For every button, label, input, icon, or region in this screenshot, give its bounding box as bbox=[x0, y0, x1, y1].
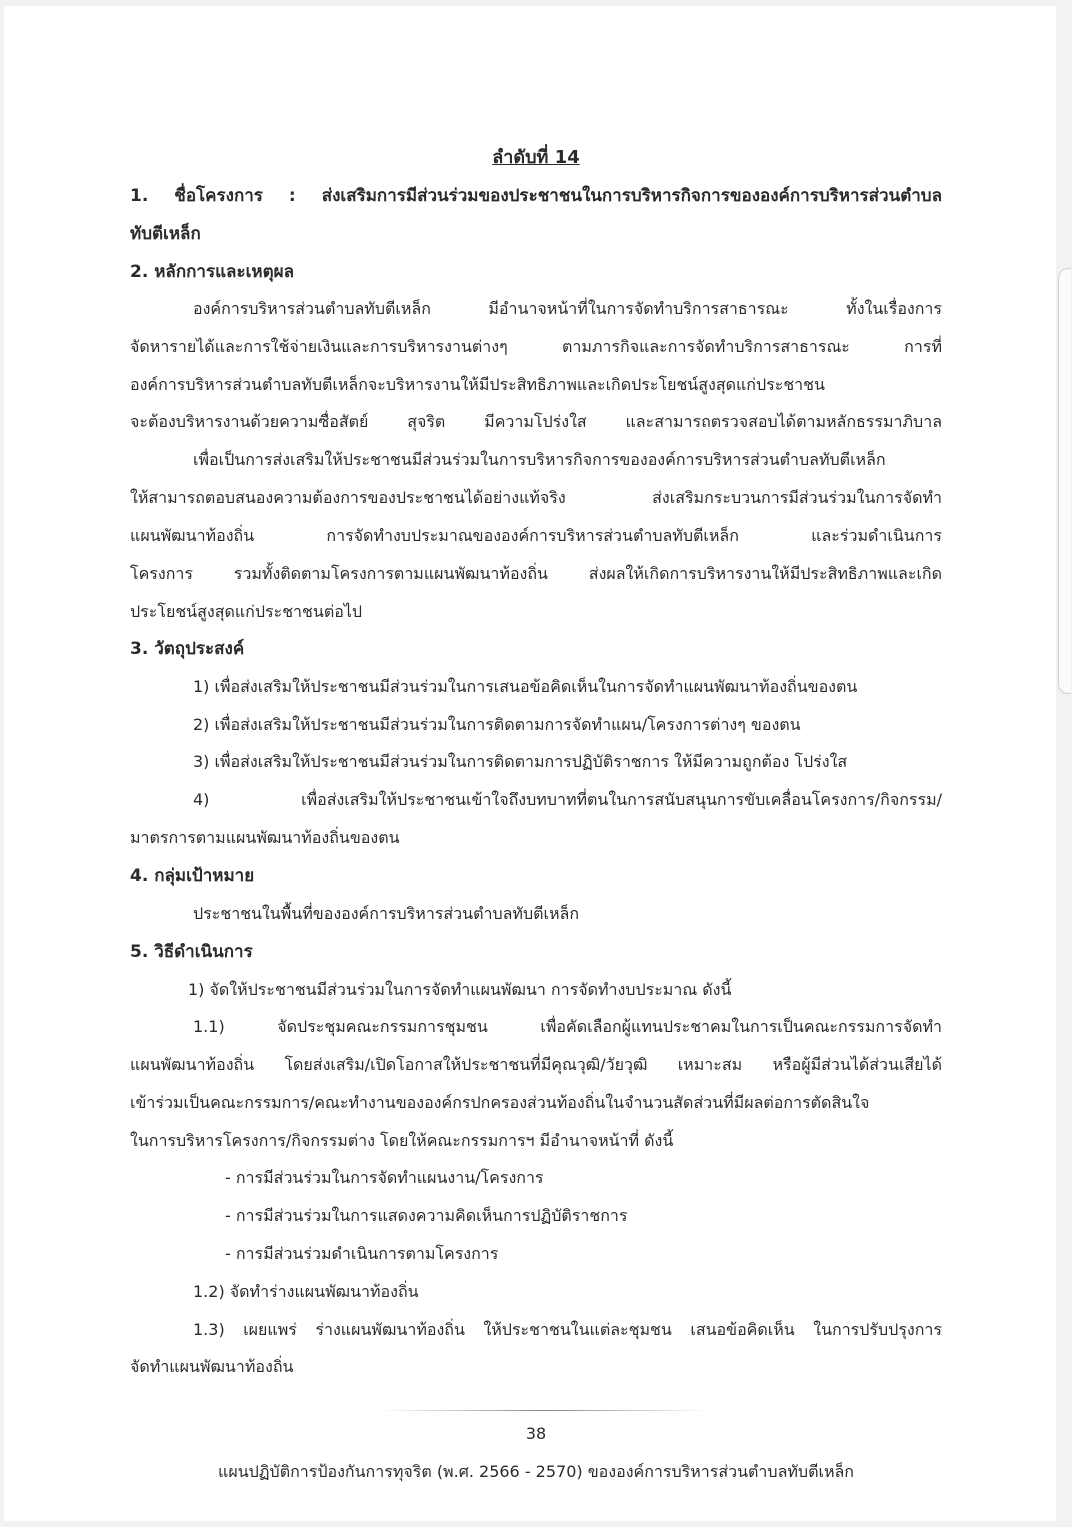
objective-item-continued: มาตรการตามแผนพัฒนาท้องถิ่นของตน bbox=[130, 828, 400, 847]
paragraph-line: จัดหารายได้และการใช้จ่ายเงินและการบริหารงานต่างๆ ตามภารกิจและการจัดทำบริการสาธารณะ การที่ bbox=[130, 337, 942, 356]
bullet-item: - การมีส่วนร่วมดำเนินการตามโครงการ bbox=[225, 1244, 499, 1263]
scrollbar[interactable] bbox=[1058, 268, 1071, 694]
footer-divider bbox=[380, 1410, 710, 1411]
section4-heading: 4. กลุ่มเป้าหมาย bbox=[130, 866, 255, 886]
order-title: ลำดับที่ 14 bbox=[492, 147, 580, 168]
paragraph-line: องค์การบริหารส่วนตำบลทับตีเหล็ก มีอำนาจหน้าที่ในการจัดทำบริการสาธารณะ ทั้งในเรื่องการ bbox=[193, 299, 942, 318]
method-item: 1.3) เผยแพร่ ร่างแผนพัฒนาท้องถิ่น ให้ประชาชนในแต่ละชุมชน เสนอข้อคิดเห็น ในการปรับปรุงการ bbox=[193, 1320, 942, 1339]
section3-heading: 3. วัตถุประสงค์ bbox=[130, 639, 245, 659]
paragraph-line: ประโยชน์สูงสุดแก่ประชาชนต่อไป bbox=[130, 602, 363, 621]
project-name-line-1: 1. ชื่อโครงการ : ส่งเสริมการมีส่วนร่วมของประชาชนในการบริหารกิจการขององค์การบริหารส่วนตำบล bbox=[130, 186, 942, 206]
method-item-continued: แผนพัฒนาท้องถิ่น โดยส่งเสริม/เปิดโอกาสให้ประชาชนที่มีคุณวุฒิ/วัยวุฒิ เหมาะสม หรือผู้มีส่วนได้ส่วนเสียได้ bbox=[130, 1055, 942, 1074]
objective-item: 2) เพื่อส่งเสริมให้ประชาชนมีส่วนร่วมในการติดตามการจัดทำแผน/โครงการต่างๆ ของตน bbox=[193, 715, 801, 734]
method-item-continued: ในการบริหารโครงการ/กิจกรรมต่าง โดยให้คณะกรรมการฯ มีอำนาจหน้าที่ ดังนี้ bbox=[130, 1131, 674, 1150]
section5-heading: 5. วิธีดำเนินการ bbox=[130, 942, 253, 962]
objective-item: 4) เพื่อส่งเสริมให้ประชาชนเข้าใจถึงบทบาทที่ตนในการสนับสนุนการขับเคลื่อนโครงการ/กิจกรรม/ bbox=[193, 790, 942, 809]
objective-item: 3) เพื่อส่งเสริมให้ประชาชนมีส่วนร่วมในการติดตามการปฏิบัติราชการ ให้มีความถูกต้อง โปร่งใส bbox=[193, 752, 848, 771]
objective-item: 1) เพื่อส่งเสริมให้ประชาชนมีส่วนร่วมในการเสนอข้อคิดเห็นในการจัดทำแผนพัฒนาท้องถิ่นของตน bbox=[193, 677, 858, 696]
paragraph-line: จะต้องบริหารงานด้วยความซื่อสัตย์ สุจริต มีความโปร่งใส และสามารถตรวจสอบได้ตามหลักธรรมาภิบาล bbox=[130, 412, 942, 431]
project-name-line-2: ทับตีเหล็ก bbox=[130, 224, 201, 244]
method-item-continued: เข้าร่วมเป็นคณะกรรมการ/คณะทำงานขององค์กรปกครองส่วนท้องถิ่นในจำนวนสัดส่วนที่มีผลต่อการตัดสินใจ bbox=[130, 1093, 870, 1112]
footer-plan-title: แผนปฏิบัติการป้องกันการทุจริต (พ.ศ. 2566 - 2570) ขององค์การบริหารส่วนตำบลทับตีเหล็ก bbox=[218, 1462, 854, 1481]
bullet-item: - การมีส่วนร่วมในการจัดทำแผนงาน/โครงการ bbox=[225, 1168, 544, 1187]
method-item: 1.1) จัดประชุมคณะกรรมการชุมชน เพื่อคัดเลือกผู้แทนประชาคมในการเป็นคณะกรรมการจัดทำ bbox=[193, 1017, 942, 1036]
paragraph-line: ให้สามารถตอบสนองความต้องการของประชาชนได้อย่างแท้จริง ส่งเสริมกระบวนการมีส่วนร่วมในการจัดทำ bbox=[130, 488, 942, 507]
paragraph-line: องค์การบริหารส่วนตำบลทับตีเหล็กจะบริหารงานให้มีประสิทธิภาพและเกิดประโยชน์สูงสุดแก่ประชาชน bbox=[130, 375, 825, 394]
paragraph-line: โครงการ รวมทั้งติดตามโครงการตามแผนพัฒนาท้องถิ่น ส่งผลให้เกิดการบริหารงานให้มีประสิทธิภาพและเกิด bbox=[130, 564, 942, 583]
method-item-continued: จัดทำแผนพัฒนาท้องถิ่น bbox=[130, 1357, 294, 1376]
method-item: 1) จัดให้ประชาชนมีส่วนร่วมในการจัดทำแผนพัฒนา การจัดทำงบประมาณ ดังนี้ bbox=[188, 980, 732, 999]
section2-heading: 2. หลักการและเหตุผล bbox=[130, 262, 295, 282]
page-number: 38 bbox=[525, 1424, 547, 1443]
target-group-text: ประชาชนในพื้นที่ขององค์การบริหารส่วนตำบลทับตีเหล็ก bbox=[193, 904, 580, 923]
method-item: 1.2) จัดทำร่างแผนพัฒนาท้องถิ่น bbox=[193, 1282, 419, 1301]
paragraph-line: เพื่อเป็นการส่งเสริมให้ประชาชนมีส่วนร่วมในการบริหารกิจการขององค์การบริหารส่วนตำบลทับตีเหล็ก bbox=[193, 450, 886, 469]
paragraph-line: แผนพัฒนาท้องถิ่น การจัดทำงบประมาณขององค์การบริหารส่วนตำบลทับตีเหล็ก และร่วมดำเนินการ bbox=[130, 526, 942, 545]
bullet-item: - การมีส่วนร่วมในการแสดงความคิดเห็นการปฏิบัติราชการ bbox=[225, 1206, 628, 1225]
